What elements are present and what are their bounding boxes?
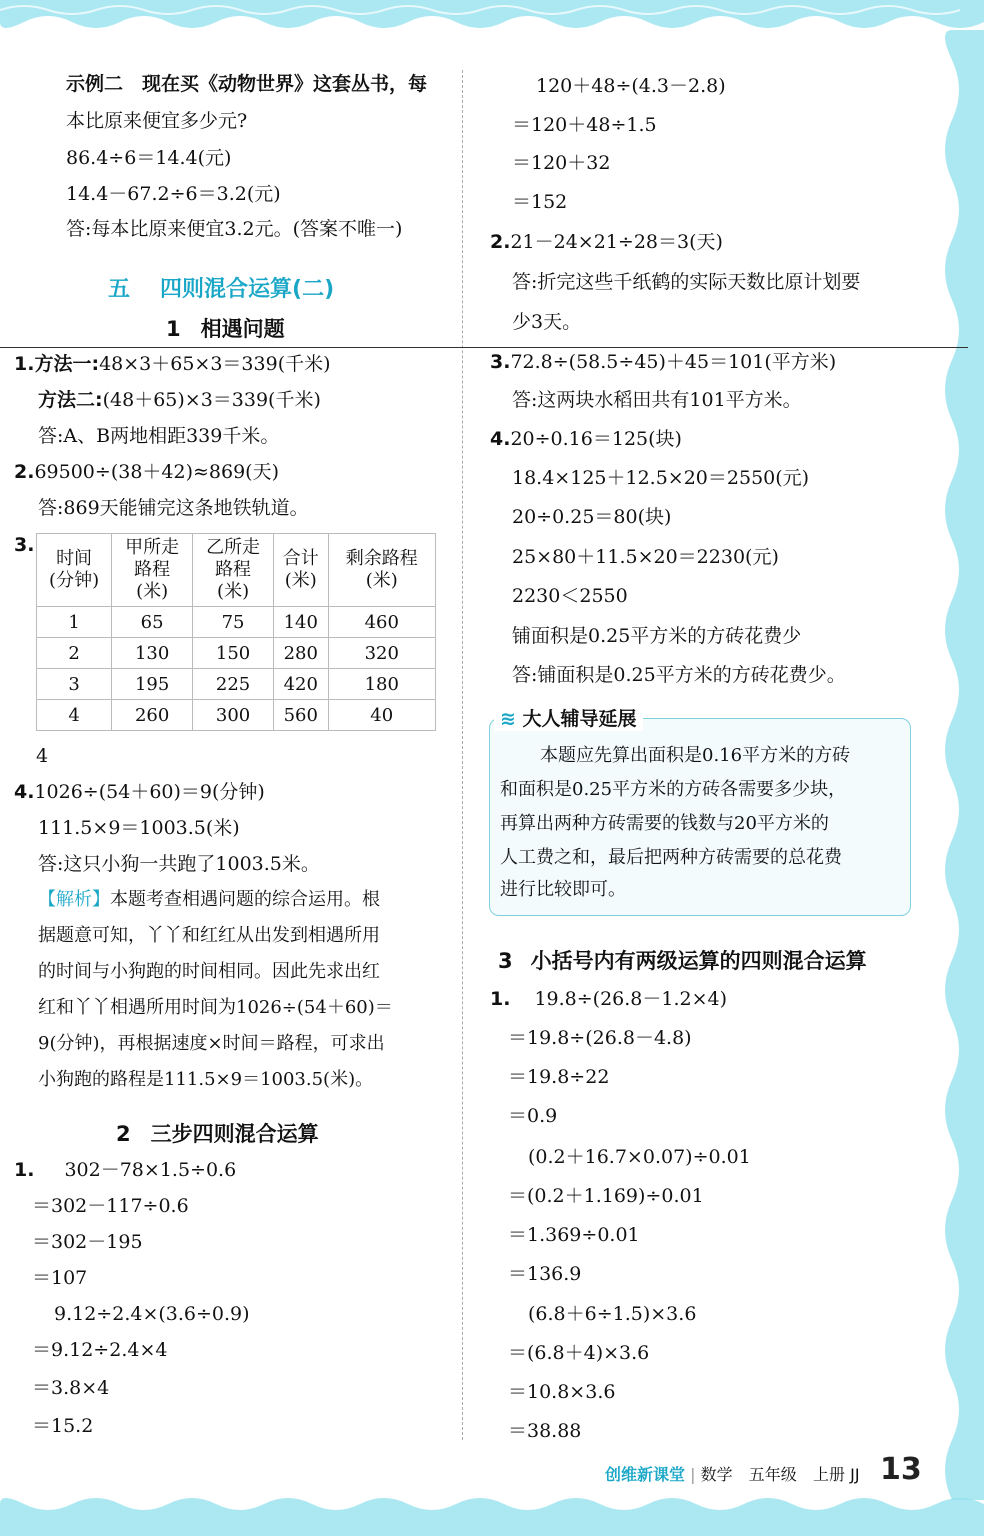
analysis-line3: 的时间与小狗跑的时间相同。因此先求出红 bbox=[38, 961, 380, 982]
s2-q1-a-line2: ＝302－117÷0.6 bbox=[32, 1195, 189, 1217]
analysis-line5: 9(分钟)，再根据速度×时间＝路程，可求出 bbox=[38, 1033, 385, 1054]
s3-q1-b-line1: (0.2＋16.7×0.07)÷0.01 bbox=[528, 1146, 751, 1168]
s1-q2-answer: 答:869天能铺完这条地铁轨道。 bbox=[38, 497, 309, 519]
table-cell: 260 bbox=[112, 700, 193, 731]
s3-q1-c-line3: ＝10.8×3.6 bbox=[508, 1381, 616, 1403]
table-cell: 280 bbox=[274, 638, 328, 669]
table-cell: 140 bbox=[274, 607, 328, 638]
analysis-line6: 小狗跑的路程是111.5×9＝1003.5(米)。 bbox=[38, 1069, 374, 1090]
tip-line3: 再算出两种方砖需要的钱数与20平方米的 bbox=[500, 813, 829, 834]
wave-icon: ≋ bbox=[500, 708, 516, 730]
column-divider bbox=[462, 70, 463, 1440]
right-wave-border bbox=[930, 30, 984, 1500]
chapter-number: 五 bbox=[108, 277, 131, 302]
bottom-wave-border bbox=[0, 1490, 984, 1536]
s3-q1-a-line1: 1. 19.8÷(26.8－1.2×4) bbox=[490, 988, 728, 1010]
s1-q1-method1: 1.方法一:48×3＋65×3＝339(千米) bbox=[14, 353, 331, 375]
s1-q2-line: 2.69500÷(38＋42)≈869(天) bbox=[14, 461, 280, 483]
r-q4-line4: 25×80＋11.5×20＝2230(元) bbox=[512, 546, 779, 568]
r-calc-line3: ＝120＋32 bbox=[512, 152, 611, 174]
section1-heading bbox=[166, 313, 285, 343]
footer-grade: 五年级 bbox=[748, 1465, 797, 1484]
s1-q4-line1: 4.1026÷(54＋60)＝9(分钟) bbox=[14, 781, 265, 803]
s3-q1-b-line3: ＝1.369÷0.01 bbox=[508, 1224, 640, 1246]
table-cell: 180 bbox=[328, 669, 436, 700]
table-cell: 4 bbox=[37, 700, 112, 731]
r-q4-line2: 18.4×125＋12.5×20＝2550(元) bbox=[512, 467, 810, 489]
footer-subject: 数学 bbox=[700, 1465, 733, 1484]
table-header-cell: 乙所走 路程 (米) bbox=[193, 534, 274, 607]
table-cell: 195 bbox=[112, 669, 193, 700]
table-cell: 320 bbox=[328, 638, 436, 669]
meeting-data-table bbox=[36, 533, 436, 731]
table-header-row bbox=[37, 534, 436, 607]
example2-line3: 86.4÷6＝14.4(元) bbox=[66, 147, 232, 169]
r-q4-line1: 4.20÷0.16＝125(块) bbox=[490, 428, 682, 450]
table-cell: 75 bbox=[193, 607, 274, 638]
s3-q1-a-line4: ＝0.9 bbox=[508, 1105, 558, 1127]
s2-q1-a-line3: ＝302－195 bbox=[32, 1231, 143, 1253]
s3-q1-b-line2: ＝(0.2＋1.169)÷0.01 bbox=[508, 1185, 704, 1207]
r-q2-answer1: 答:折完这些千纸鹤的实际天数比原计划要 bbox=[512, 271, 861, 293]
table-cell: 460 bbox=[328, 607, 436, 638]
s1-q4-answer: 答:这只小狗一共跑了1003.5米。 bbox=[38, 853, 320, 875]
table-cell: 3 bbox=[37, 669, 112, 700]
r-calc-line1: 120＋48÷(4.3－2.8) bbox=[536, 75, 726, 97]
analysis-line1: 【解析】本题考查相遇问题的综合运用。根 bbox=[38, 889, 380, 910]
s1-q3-result: 4 bbox=[36, 745, 49, 767]
s3-q1-c-line2: ＝(6.8＋4)×3.6 bbox=[508, 1342, 650, 1364]
tip-line2: 和面积是0.25平方米的方砖各需要多少块， bbox=[500, 779, 847, 800]
s2-q1-b-line1: 9.12÷2.4×(3.6÷0.9) bbox=[54, 1303, 250, 1325]
s3-q1-c-line4: ＝38.88 bbox=[508, 1420, 582, 1442]
footer-edition: JJ bbox=[850, 1465, 860, 1484]
table-header-cell: 合计 (米) bbox=[274, 534, 328, 607]
table-cell: 1 bbox=[37, 607, 112, 638]
table-row bbox=[37, 669, 436, 700]
table-cell: 2 bbox=[37, 638, 112, 669]
table-cell: 150 bbox=[193, 638, 274, 669]
r-q4-line5: 2230＜2550 bbox=[512, 585, 628, 607]
table-header-cell: 剩余路程 (米) bbox=[328, 534, 436, 607]
s2-q1-b-line4: ＝15.2 bbox=[32, 1415, 94, 1437]
analysis-line2: 据题意可知，丫丫和红红从出发到相遇所用 bbox=[38, 925, 380, 946]
s3-q1-a-line2: ＝19.8÷(26.8－4.8) bbox=[508, 1027, 692, 1049]
analysis-line4: 红和丫丫相遇所用时间为1026÷(54＋60)＝ bbox=[38, 997, 393, 1018]
r-calc-line2: ＝120＋48÷1.5 bbox=[512, 114, 657, 136]
footer-volume: 上册 bbox=[813, 1465, 846, 1484]
table-row bbox=[37, 700, 436, 731]
s2-q1-b-line2: ＝9.12÷2.4×4 bbox=[32, 1339, 168, 1361]
tip-title: ≋ 大人辅导延展 bbox=[494, 704, 643, 731]
s1-q4-line2: 111.5×9＝1003.5(米) bbox=[38, 817, 240, 839]
table-cell: 65 bbox=[112, 607, 193, 638]
s2-q1-a-line4: ＝107 bbox=[32, 1267, 88, 1289]
s2-q1-a-line1: 1. 302－78×1.5÷0.6 bbox=[14, 1159, 237, 1181]
r-q2-answer2: 少3天。 bbox=[512, 311, 582, 333]
section1-title: 相遇问题 bbox=[200, 317, 285, 341]
s3-q1-b-line4: ＝136.9 bbox=[508, 1263, 582, 1285]
r-q2-line: 2.21－24×21÷28＝3(天) bbox=[490, 231, 723, 253]
r-q3-line: 3.72.8÷(58.5÷45)＋45＝101(平方米) bbox=[490, 351, 837, 373]
r-q4-answer: 答:铺面积是0.25平方米的方砖花费少。 bbox=[512, 664, 846, 686]
r-q3-answer: 答:这两块水稻田共有101平方米。 bbox=[512, 389, 802, 411]
section2-heading bbox=[116, 1118, 319, 1148]
example2-line4: 14.4－67.2÷6＝3.2(元) bbox=[66, 183, 281, 205]
r-calc-line4: ＝152 bbox=[512, 191, 568, 213]
table-cell: 225 bbox=[193, 669, 274, 700]
example2-line2: 本比原来便宜多少元? bbox=[66, 110, 248, 132]
top-wave-border bbox=[0, 0, 984, 40]
s2-q1-b-line3: ＝3.8×4 bbox=[32, 1377, 110, 1399]
section3-title: 小括号内有两级运算的四则混合运算 bbox=[530, 949, 867, 973]
s3-q1-c-line1: (6.8＋6÷1.5)×3.6 bbox=[528, 1303, 697, 1325]
page-number: 13 bbox=[880, 1452, 922, 1487]
r-q4-line3: 20÷0.25＝80(块) bbox=[512, 506, 672, 528]
footer-brand: 创维新课堂 bbox=[605, 1465, 686, 1484]
s1-q1-answer: 答:A、B两地相距339千米。 bbox=[38, 425, 280, 447]
chapter-heading bbox=[108, 272, 334, 303]
r-q4-line6: 铺面积是0.25平方米的方砖花费少 bbox=[512, 625, 802, 647]
section3-number: 3 bbox=[498, 949, 513, 973]
example2-line1: 示例二 现在买《动物世界》这套丛书，每 bbox=[66, 73, 428, 95]
example2-answer: 答:每本比原来便宜3.2元。(答案不唯一) bbox=[66, 218, 403, 240]
table-cell: 560 bbox=[274, 700, 328, 731]
section-divider-line bbox=[0, 347, 968, 348]
page-footer: 创维新课堂 | 数学 五年级 上册 JJ bbox=[605, 1465, 860, 1484]
table-cell: 40 bbox=[328, 700, 436, 731]
s1-q1-method2: 方法二:(48＋65)×3＝339(千米) bbox=[38, 389, 321, 411]
table-header-cell: 甲所走 路程 (米) bbox=[112, 534, 193, 607]
section2-title: 三步四则混合运算 bbox=[150, 1122, 319, 1146]
table-cell: 420 bbox=[274, 669, 328, 700]
table-row bbox=[37, 638, 436, 669]
tip-line5: 进行比较即可。 bbox=[500, 879, 626, 900]
tip-line4: 人工费之和，最后把两种方砖需要的总花费 bbox=[500, 847, 842, 868]
chapter-title: 四则混合运算(二) bbox=[160, 277, 335, 302]
tip-line1: 本题应先算出面积是0.16平方米的方砖 bbox=[540, 745, 851, 766]
table-header-cell: 时间 (分钟) bbox=[37, 534, 112, 607]
section1-number: 1 bbox=[166, 317, 181, 341]
section2-number: 2 bbox=[116, 1122, 131, 1146]
table-cell: 300 bbox=[193, 700, 274, 731]
table-cell: 130 bbox=[112, 638, 193, 669]
section3-heading bbox=[498, 945, 867, 975]
table-row bbox=[37, 607, 436, 638]
s3-q1-a-line3: ＝19.8÷22 bbox=[508, 1066, 610, 1088]
s1-q3-number: 3. bbox=[14, 534, 35, 556]
